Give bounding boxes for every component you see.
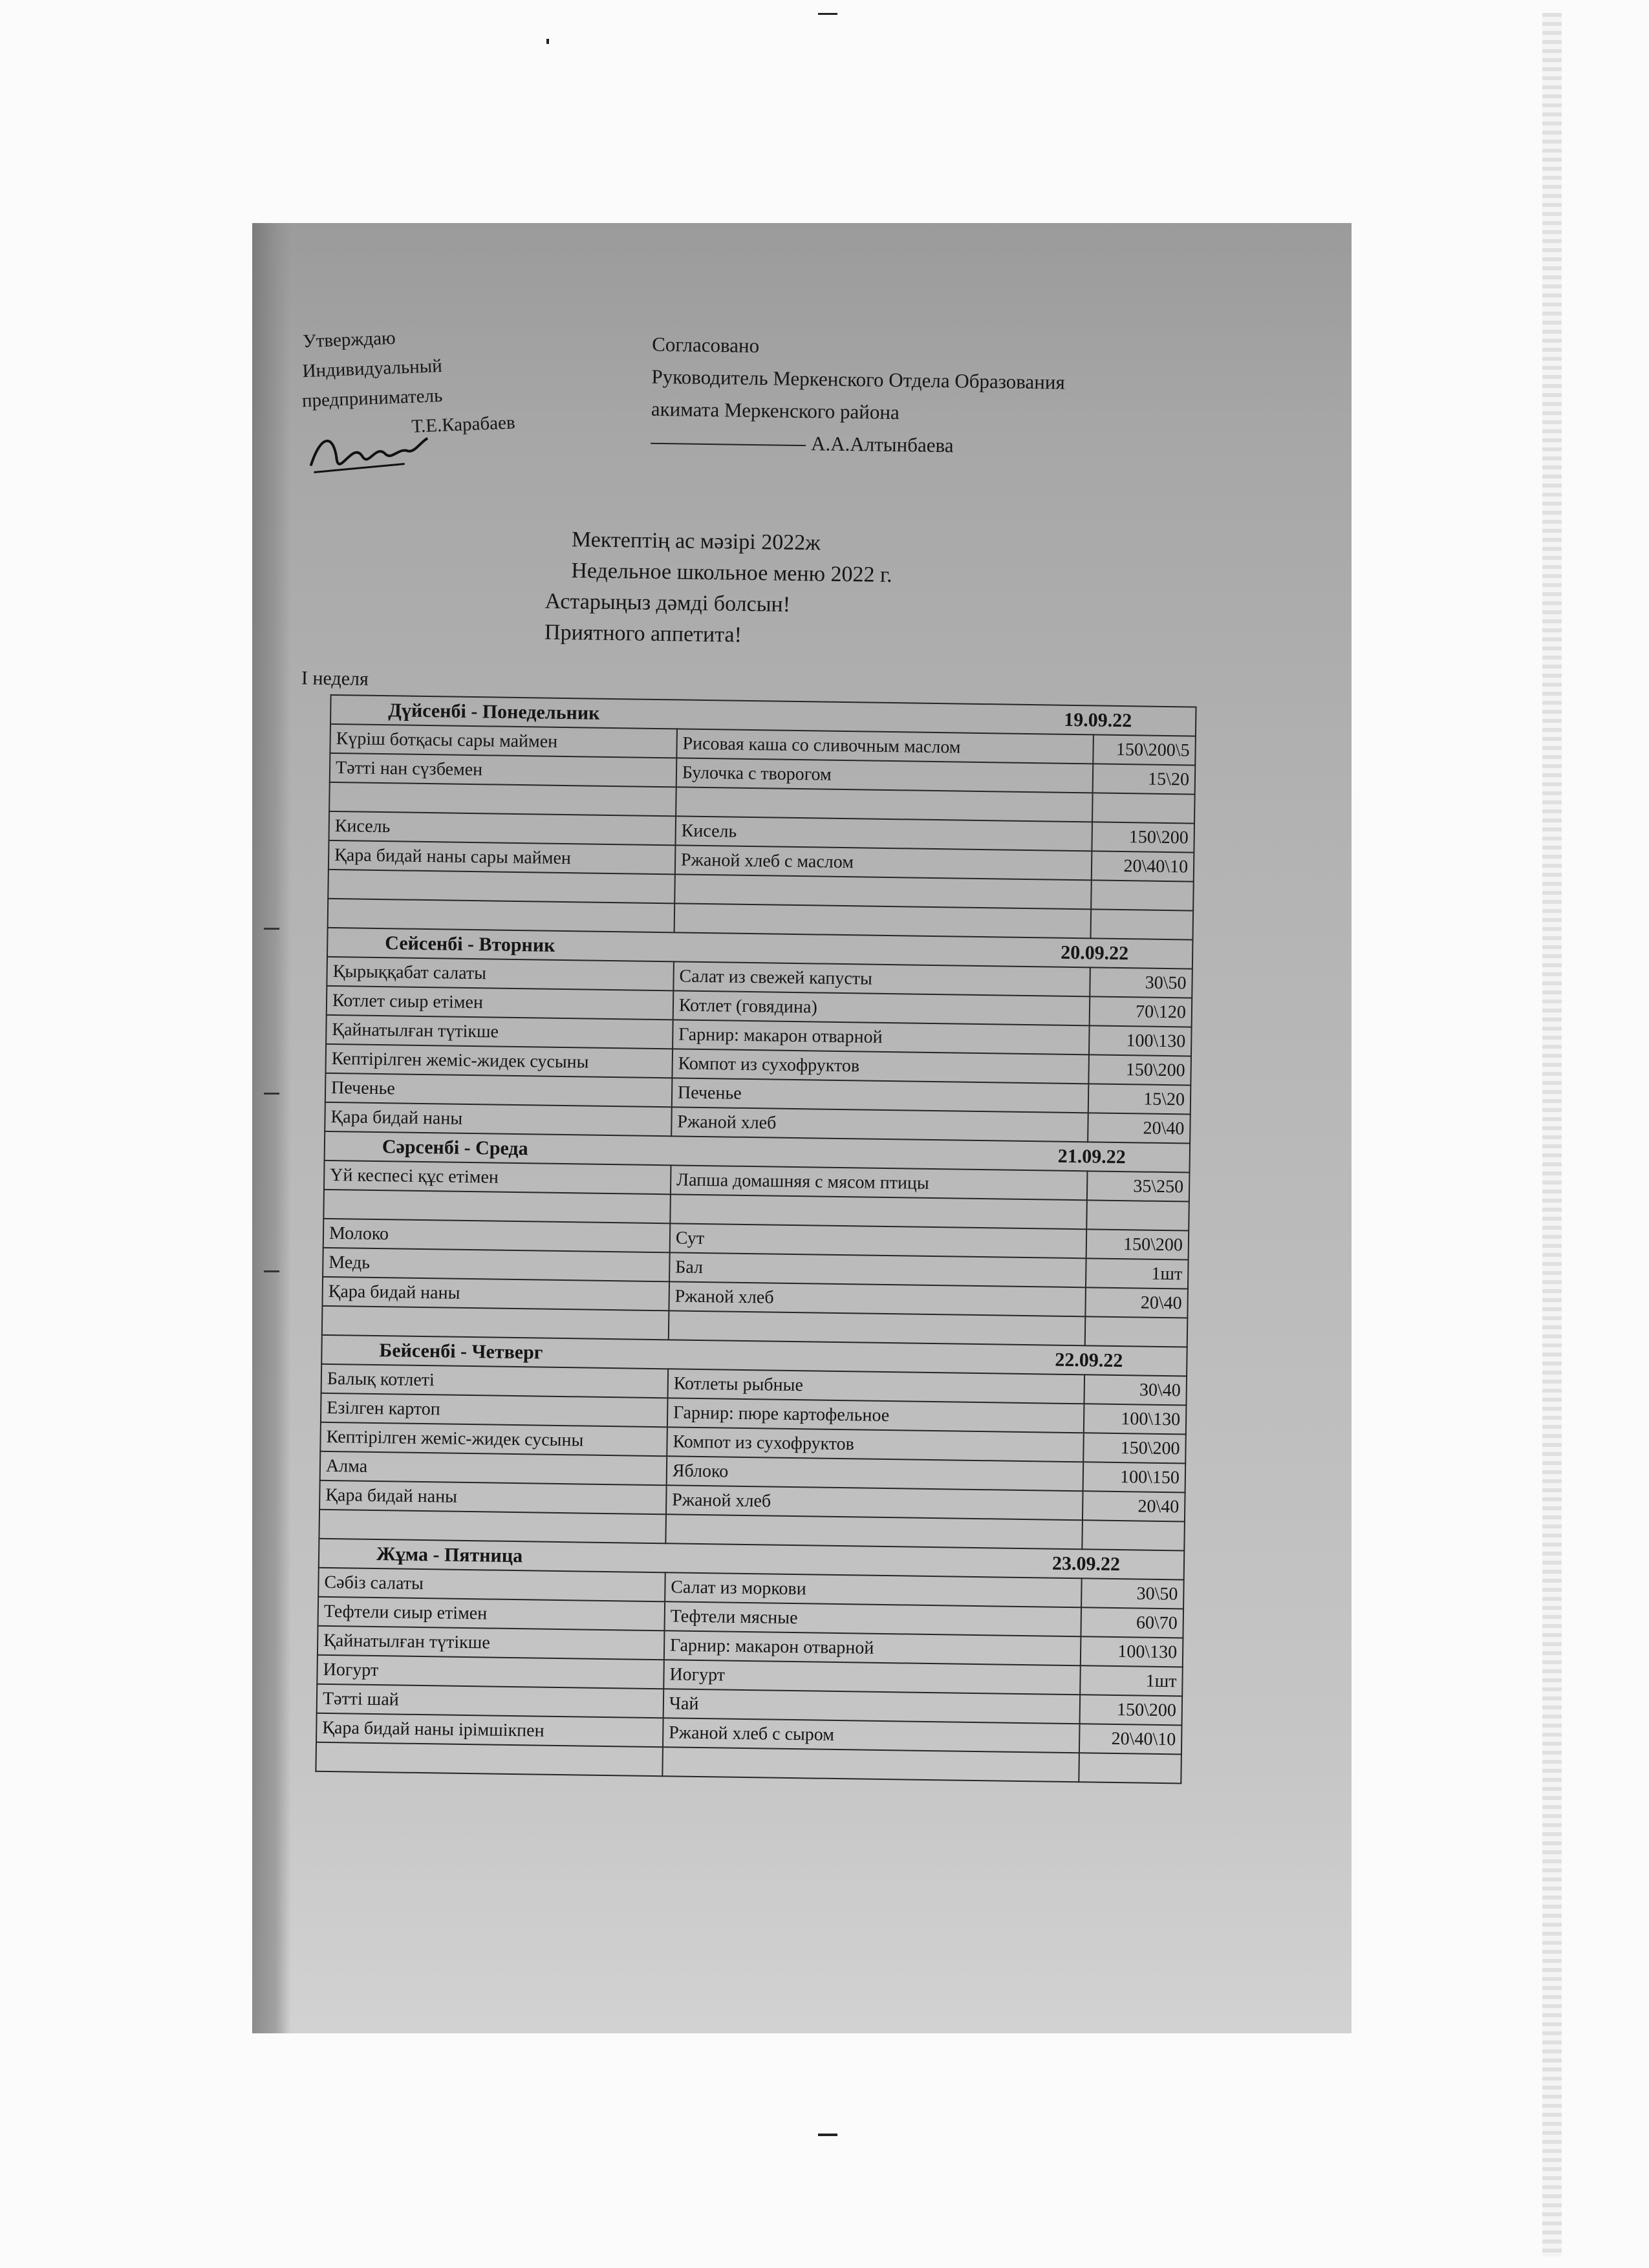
day-name: Бейсенбі - Четверг: [379, 1339, 543, 1364]
dish-name-kz: Кептірілген жеміс-жидек сусыны: [325, 1044, 672, 1078]
portion-grams: 20\40: [1088, 1113, 1191, 1143]
dish-name-ru: Печенье: [672, 1078, 1089, 1113]
dish-name-kz: [328, 899, 674, 932]
dish-name-kz: Тәтті шай: [317, 1684, 663, 1718]
dish-name-ru: Гарнир: макарон отварной: [664, 1631, 1081, 1665]
portion-grams: [1091, 909, 1193, 939]
day-name: Жұма - Пятница: [376, 1543, 523, 1567]
dish-name-kz: Қара бидай наны: [319, 1481, 666, 1514]
dish-name-kz: Печенье: [325, 1073, 672, 1107]
agree-signer: А.А.Алтынбаева: [810, 432, 954, 457]
portion-grams: 100\130: [1089, 1025, 1191, 1056]
title-kz: Мектептің ас мәзірі 2022ж: [571, 528, 821, 555]
menu-document: [266, 262, 1300, 2033]
title-ru: Недельное школьное меню 2022 г.: [571, 559, 892, 588]
portion-grams: 70\120: [1090, 996, 1192, 1027]
portion-grams: 150\200\5: [1094, 734, 1196, 765]
dish-name-ru: Гарнир: пюре картофельное: [667, 1398, 1084, 1433]
dish-name-ru: Компот из сухофруктов: [672, 1049, 1089, 1084]
dish-name-kz: Молоко: [323, 1219, 670, 1252]
dish-name-kz: Кисель: [329, 811, 676, 845]
portion-grams: [1083, 1520, 1185, 1550]
portion-grams: 15\20: [1093, 764, 1195, 794]
scan-speck: [546, 39, 549, 44]
dish-name-ru: Ржаной хлеб с маслом: [675, 845, 1092, 880]
margin-mark: [264, 928, 279, 930]
portion-grams: 1шт: [1081, 1665, 1183, 1696]
portion-grams: 1шт: [1086, 1258, 1188, 1289]
week-label: I неделя: [301, 667, 369, 690]
dish-name-ru: Котлеты рыбные: [667, 1369, 1084, 1404]
dish-name-kz: Күріш ботқасы сары маймен: [330, 724, 676, 758]
portion-grams: 20\40\10: [1092, 851, 1194, 881]
portion-grams: 100\130: [1081, 1636, 1183, 1667]
day-date: 23.09.22: [1051, 1552, 1121, 1575]
dish-name-ru: [662, 1747, 1079, 1782]
dish-name-ru: Котлет (говядина): [673, 990, 1090, 1025]
dish-name-kz: Тәтті нан сүзбемен: [330, 753, 676, 787]
dish-name-ru: Ржаной хлеб с сыром: [663, 1718, 1080, 1753]
portion-grams: [1092, 793, 1194, 823]
dish-name-kz: Иогурт: [317, 1655, 663, 1689]
dish-name-kz: Қара бидай наны ірімшікпен: [316, 1713, 663, 1747]
dish-name-ru: Рисовая каша со сливочным маслом: [676, 729, 1094, 764]
portion-grams: 35\250: [1087, 1171, 1189, 1201]
day-name: Дүйсенбі - Понедельник: [388, 699, 600, 724]
dish-name-kz: [323, 1190, 670, 1223]
portion-grams: [1087, 1200, 1189, 1230]
day-date: 19.09.22: [1064, 709, 1132, 731]
dish-name-kz: Қайнатылған түтікше: [326, 1015, 673, 1049]
portion-grams: 20\40: [1086, 1287, 1188, 1318]
agree-line-2: Руководитель Меркенского Отдела Образования: [651, 365, 1065, 394]
portion-grams: 150\200: [1084, 1433, 1186, 1463]
day-date: 20.09.22: [1060, 941, 1129, 964]
scan-speck: [818, 13, 837, 15]
dish-name-ru: Тефтели мясные: [664, 1601, 1081, 1636]
dish-name-kz: Кептірілген жеміс-жидек сусыны: [320, 1422, 667, 1456]
dish-name-ru: Булочка с творогом: [676, 758, 1094, 793]
dish-name-kz: Қайнатылған түтікше: [318, 1626, 664, 1660]
dish-name-ru: Ржаной хлеб: [666, 1485, 1083, 1520]
dish-name-kz: Сәбіз салаты: [318, 1568, 665, 1601]
dish-name-kz: Қара бидай наны: [325, 1102, 671, 1136]
portion-grams: 150\200: [1086, 1229, 1189, 1259]
dish-name-ru: Чай: [663, 1689, 1081, 1724]
menu-table-body: [316, 695, 1196, 1784]
dish-name-ru: Гарнир: макарон отварной: [673, 1020, 1090, 1054]
dish-name-kz: Үй кеспесі құс етімен: [324, 1161, 671, 1194]
signature-line: [651, 443, 806, 446]
dish-name-kz: [328, 870, 674, 903]
photocopy-area: [252, 223, 1352, 2033]
dish-name-kz: Қырыққабат салаты: [327, 957, 673, 990]
scan-edge-artifact: [1542, 13, 1562, 2256]
dish-name-kz: [316, 1742, 662, 1776]
dish-name-kz: Котлет сиыр етімен: [327, 986, 673, 1020]
agreement-block: [651, 328, 1066, 464]
portion-grams: 20\40\10: [1079, 1724, 1181, 1754]
dish-name-ru: Салат из моркови: [665, 1572, 1082, 1607]
dish-name-kz: Алма: [320, 1451, 667, 1485]
dish-name-kz: Медь: [323, 1248, 669, 1281]
portion-grams: 150\200: [1089, 1054, 1191, 1085]
dish-name-ru: Ржаной хлеб: [669, 1281, 1086, 1316]
dish-name-ru: Ржаной хлеб: [671, 1107, 1088, 1142]
portion-grams: 20\40: [1083, 1491, 1185, 1521]
portion-grams: 30\50: [1081, 1578, 1183, 1609]
dish-name-ru: Салат из свежей капусты: [673, 961, 1090, 996]
portion-grams: 30\50: [1090, 967, 1192, 998]
day-date: 21.09.22: [1057, 1145, 1126, 1168]
approve-signer: Т.Е.Карабаев: [411, 412, 516, 437]
dish-name-kz: Қара бидай наны сары маймен: [329, 840, 675, 874]
approve-line-1: Утверждаю: [302, 327, 396, 352]
approve-line-3: предприниматель: [301, 385, 443, 412]
dish-name-ru: Кисель: [675, 816, 1092, 851]
day-name: Сәрсенбі - Среда: [382, 1135, 528, 1159]
dish-name-kz: Балық котлеті: [321, 1364, 668, 1398]
margin-mark: [264, 1093, 279, 1095]
wish-ru: Приятного аппетита!: [544, 620, 742, 647]
menu-table: [315, 694, 1196, 1784]
dish-name-kz: Қара бидай наны: [322, 1277, 669, 1311]
agree-line-3: акимата Меркенского района: [651, 397, 900, 424]
portion-grams: 150\200: [1092, 822, 1194, 852]
portion-grams: [1085, 1316, 1187, 1347]
day-name: Сейсенбі - Вторник: [385, 932, 555, 956]
wish-kz: Астарыңыз дәмді болсын!: [544, 589, 791, 617]
portion-grams: 30\40: [1084, 1375, 1187, 1405]
agree-signature-row: [651, 425, 1064, 464]
portion-grams: 15\20: [1088, 1084, 1191, 1114]
dish-name-ru: Бал: [669, 1252, 1086, 1287]
dish-name-ru: Компот из сухофруктов: [667, 1427, 1084, 1462]
portion-grams: [1079, 1753, 1181, 1783]
dish-name-ru: Яблоко: [667, 1456, 1084, 1491]
agree-line-1: Согласовано: [652, 332, 760, 358]
dish-name-kz: Тефтели сиыр етімен: [318, 1597, 665, 1631]
dish-name-ru: Сут: [670, 1223, 1087, 1258]
dish-name-ru: Иогурт: [663, 1660, 1081, 1695]
dish-name-kz: [329, 782, 676, 816]
handwritten-signature: [307, 427, 431, 480]
portion-grams: 150\200: [1080, 1695, 1182, 1725]
dish-name-kz: [322, 1306, 669, 1340]
portion-grams: [1092, 880, 1194, 910]
dish-name-kz: [319, 1510, 665, 1543]
portion-grams: 100\130: [1084, 1404, 1186, 1434]
dish-name-kz: Езілген картоп: [321, 1393, 667, 1427]
menu-titles: [544, 524, 893, 653]
day-date: 22.09.22: [1055, 1349, 1123, 1371]
approve-line-2: Индивидуальный: [302, 355, 443, 382]
dish-name-ru: Лапша домашняя с мясом птицы: [671, 1165, 1088, 1200]
portion-grams: 60\70: [1081, 1607, 1183, 1638]
scan-speck: [818, 2134, 837, 2136]
portion-grams: 100\150: [1083, 1462, 1185, 1492]
